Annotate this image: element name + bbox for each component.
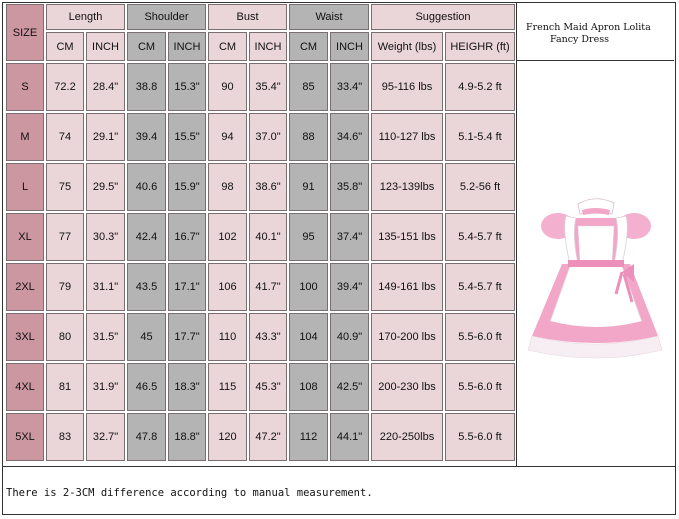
group-header: Length [46,4,125,30]
table-cell: 112 [289,413,328,461]
column-header: Weight (lbs) [371,32,443,61]
table-cell: 85 [289,63,328,111]
table-cell: 42.4 [127,213,166,261]
table-row [6,263,515,311]
table-cell: 95 [289,213,328,261]
table-cell: 170-200 lbs [371,313,443,361]
table-cell: 15.9" [168,163,206,211]
size-label: XL [6,213,44,261]
table-cell: 29.5" [86,163,125,211]
size-chart-table [4,2,517,463]
table-row [6,213,515,261]
table-cell: 37.4" [330,213,369,261]
table-cell: 47.2" [249,413,287,461]
table-cell: 5.4-5.7 ft [445,213,515,261]
table-cell: 115 [208,363,247,411]
group-header: Bust [208,4,287,30]
table-cell: 88 [289,113,328,161]
table-cell: 30.3" [86,213,125,261]
table-cell: 38.6" [249,163,287,211]
table-cell: 34.6" [330,113,369,161]
table-cell: 44.1" [330,413,369,461]
table-cell: 120 [208,413,247,461]
size-label: S [6,63,44,111]
table-cell: 100 [289,263,328,311]
table-cell: 37.0" [249,113,287,161]
table-cell: 28.4" [86,63,125,111]
table-row [6,313,515,361]
column-header: CM [46,32,84,61]
table-cell: 106 [208,263,247,311]
table-cell: 32.7" [86,413,125,461]
column-header: CM [208,32,247,61]
product-title [517,3,674,61]
table-cell: 43.5 [127,263,166,311]
table-cell: 35.4" [249,63,287,111]
table-cell: 135-151 lbs [371,213,443,261]
table-cell: 40.9" [330,313,369,361]
table-cell: 43.3" [249,313,287,361]
measurement-note: There is 2-3CM difference according to manual measurement. [2,466,676,515]
table-cell: 74 [46,113,84,161]
header-row [6,4,515,30]
table-cell: 16.7" [168,213,206,261]
table-cell: 90 [208,63,247,111]
size-label: L [6,163,44,211]
table-cell: 29.1" [86,113,125,161]
table-cell: 75 [46,163,84,211]
product-title-line-2: Fancy Dress [550,34,609,45]
pink-maid-dress-image [518,190,672,366]
table-cell: 42.5" [330,363,369,411]
table-cell: 5.4-5.7 ft [445,263,515,311]
table-cell: 5.5-6.0 ft [445,413,515,461]
table-cell: 108 [289,363,328,411]
table-cell: 200-230 lbs [371,363,443,411]
size-label: 2XL [6,263,44,311]
table-row [6,413,515,461]
column-header: INCH [168,32,206,61]
group-header: Shoulder [127,4,206,30]
column-header: INCH [86,32,125,61]
table-cell: 35.8" [330,163,369,211]
table-cell: 33.4" [330,63,369,111]
table-cell: 5.5-6.0 ft [445,313,515,361]
table-cell: 39.4" [330,263,369,311]
table-cell: 47.8 [127,413,166,461]
table-cell: 39.4 [127,113,166,161]
table-cell: 102 [208,213,247,261]
table-cell: 18.3" [168,363,206,411]
table-cell: 123-139lbs [371,163,443,211]
table-cell: 104 [289,313,328,361]
table-cell: 31.1" [86,263,125,311]
table-cell: 72.2 [46,63,84,111]
table-cell: 17.7" [168,313,206,361]
table-cell: 98 [208,163,247,211]
table-cell: 83 [46,413,84,461]
size-label: 5XL [6,413,44,461]
table-row [6,363,515,411]
size-label: M [6,113,44,161]
table-cell: 81 [46,363,84,411]
column-header: INCH [330,32,369,61]
table-cell: 40.1" [249,213,287,261]
table-cell: 5.1-5.4 ft [445,113,515,161]
product-title-line-1: French Maid Apron Lolita [526,22,651,33]
subheader-row [6,32,515,61]
table-cell: 38.8 [127,63,166,111]
size-header: SIZE [6,4,44,61]
table-row [6,113,515,161]
table-cell: 18.8" [168,413,206,461]
table-cell: 5.5-6.0 ft [445,363,515,411]
table-row [6,163,515,211]
column-header: HEIGHR (ft) [445,32,515,61]
column-header: CM [289,32,328,61]
table-cell: 15.3" [168,63,206,111]
table-cell: 45.3" [249,363,287,411]
group-header: Suggestion [371,4,515,30]
table-cell: 15.5" [168,113,206,161]
table-cell: 79 [46,263,84,311]
table-cell: 110 [208,313,247,361]
table-cell: 91 [289,163,328,211]
table-cell: 220-250lbs [371,413,443,461]
table-cell: 40.6 [127,163,166,211]
column-header: CM [127,32,166,61]
table-cell: 17.1" [168,263,206,311]
table-row [6,63,515,111]
table-cell: 41.7" [249,263,287,311]
table-cell: 95-116 lbs [371,63,443,111]
table-cell: 77 [46,213,84,261]
table-cell: 94 [208,113,247,161]
size-label: 3XL [6,313,44,361]
table-cell: 110-127 lbs [371,113,443,161]
table-cell: 31.5" [86,313,125,361]
group-header: Waist [289,4,369,30]
table-cell: 80 [46,313,84,361]
table-cell: 4.9-5.2 ft [445,63,515,111]
table-cell: 46.5 [127,363,166,411]
table-cell: 31.9" [86,363,125,411]
size-label: 4XL [6,363,44,411]
table-cell: 5.2-56 ft [445,163,515,211]
table-cell: 149-161 lbs [371,263,443,311]
table-cell: 45 [127,313,166,361]
column-header: INCH [249,32,287,61]
